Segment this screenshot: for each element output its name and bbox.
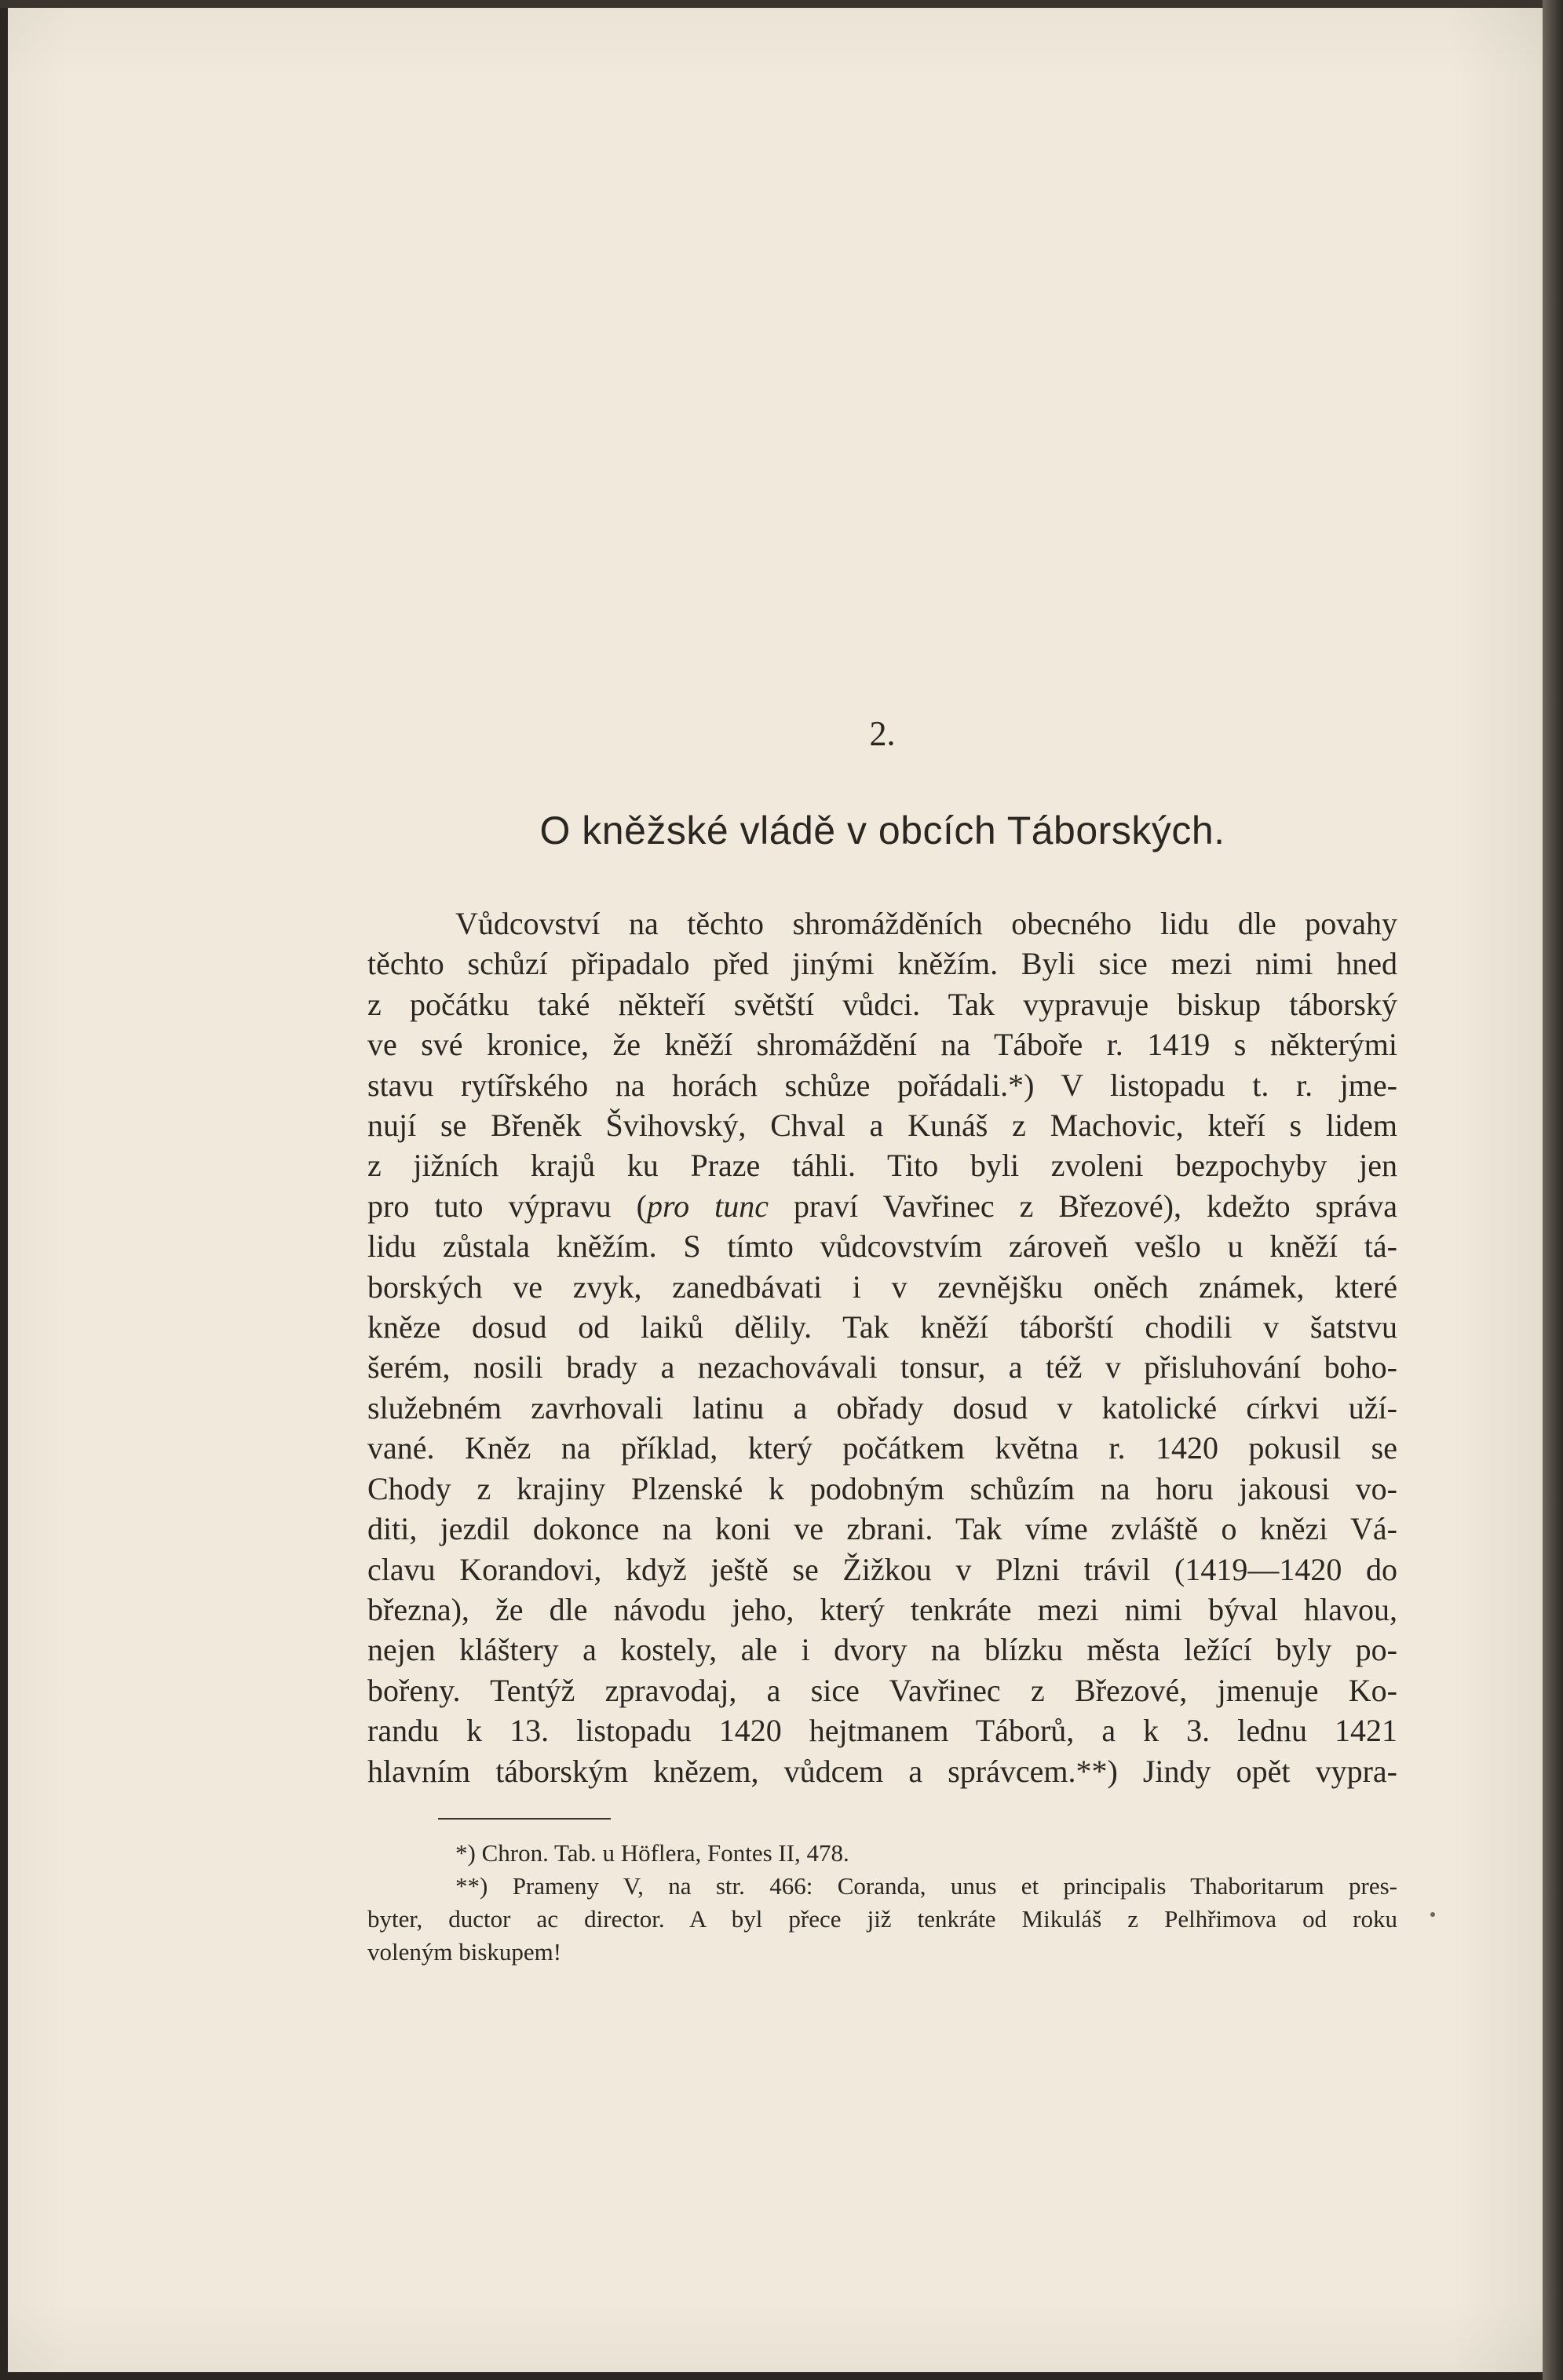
body-line: Chody z krajiny Plzenské k podobným schůzím na horu jakousi vo- bbox=[367, 1470, 1397, 1506]
body-line: ve své kronice, že kněží shromáždění na Táboře r. 1419 s některými bbox=[367, 1027, 1397, 1063]
footnote-2-continuation: voleným biskupem! bbox=[367, 1937, 562, 1966]
body-text-fragment: pro tuto výpravu ( bbox=[367, 1188, 647, 1224]
body-line: kněze dosud od laiků dělily. Tak kněží táborští chodili v šatstvu bbox=[367, 1309, 1397, 1345]
body-text-fragment: praví Vavřinec z Březové), kdežto správa bbox=[768, 1188, 1397, 1224]
body-line: těchto schůzí připadalo před jinými kněžím. Byli sice mezi nimi hned bbox=[367, 946, 1397, 982]
body-line: šerém, nosili brady a nezachovávali tonsur, a též v přisluhování boho- bbox=[367, 1349, 1397, 1385]
footnote-2-continuation: byter, ductor ac director. A byl přece již tenkráte Mikuláš z Pelhřimova od roku bbox=[367, 1904, 1397, 1933]
scan-top-border bbox=[0, 0, 1563, 8]
paper-speck bbox=[1430, 1912, 1435, 1917]
body-line: z počátku také někteří světští vůdci. Tak vypravuje biskup táborský bbox=[367, 986, 1397, 1022]
page-text-block bbox=[367, 710, 1397, 1969]
body-line: vané. Kněz na příklad, který počátkem května r. 1420 pokusil se bbox=[367, 1430, 1397, 1466]
body-line: randu k 13. listopadu 1420 hejtmanem Táborů, a k 3. lednu 1421 bbox=[367, 1713, 1397, 1749]
footnote-divider bbox=[438, 1818, 611, 1820]
footnotes bbox=[367, 1837, 1397, 1969]
body-line: bořeny. Tentýž zpravodaj, a sice Vavřinec z Březové, jmenuje Ko- bbox=[367, 1672, 1397, 1708]
body-line: nují se Břeněk Švihovský, Chval a Kunáš z Machovic, kteří s lidem bbox=[367, 1108, 1397, 1144]
body-line: clavu Korandovi, když ještě se Žižkou v Plzni trávil (1419—1420 do bbox=[367, 1551, 1397, 1587]
body-line: stavu rytířského na horách schůze pořádali.*) V listopadu t. r. jme- bbox=[367, 1067, 1397, 1103]
chapter-number: 2. bbox=[869, 714, 896, 753]
body-line: diti, jezdil dokonce na koni ve zbrani. Tak víme zvláště o knězi Vá- bbox=[367, 1511, 1397, 1547]
body-line-with-italic bbox=[367, 1186, 1397, 1226]
body-line: služebném zavrhovali latinu a obřady dosud v katolické církvi uží- bbox=[367, 1389, 1397, 1425]
body-line: lidu zůstala kněžím. S tímto vůdcovstvím zároveň vešlo u kněží tá- bbox=[367, 1228, 1397, 1265]
chapter-title: O kněžské vládě v obcích Táborských. bbox=[539, 809, 1225, 852]
body-line: Vůdcovství na těchto shromážděních obecného lidu dle povahy bbox=[455, 906, 1397, 941]
body-line: března), že dle návodu jeho, který tenkráte mezi nimi býval hlavou, bbox=[367, 1591, 1397, 1627]
body-paragraph bbox=[367, 903, 1397, 1791]
body-line: z jižních krajů ku Praze táhli. Tito byli zvoleni bezpochyby jen bbox=[367, 1148, 1397, 1184]
body-line: borských ve zvyk, zanedbávati i v zevnějšku oněch známek, které bbox=[367, 1268, 1397, 1305]
footnote-1: *) Chron. Tab. u Höflera, Fontes II, 478. bbox=[455, 1838, 849, 1867]
scan-right-border bbox=[1543, 0, 1563, 2380]
body-line: nejen kláštery a kostely, ale i dvory na blízku města ležící byly po- bbox=[367, 1632, 1397, 1668]
body-line: hlavním táborským knězem, vůdcem a správcem.**) Jindy opět vypra- bbox=[367, 1753, 1397, 1789]
italic-latin-phrase: pro tunc bbox=[646, 1188, 769, 1224]
footnote-2: **) Prameny V, na str. 466: Coranda, unus et principalis Thaboritarum pres- bbox=[455, 1871, 1397, 1900]
